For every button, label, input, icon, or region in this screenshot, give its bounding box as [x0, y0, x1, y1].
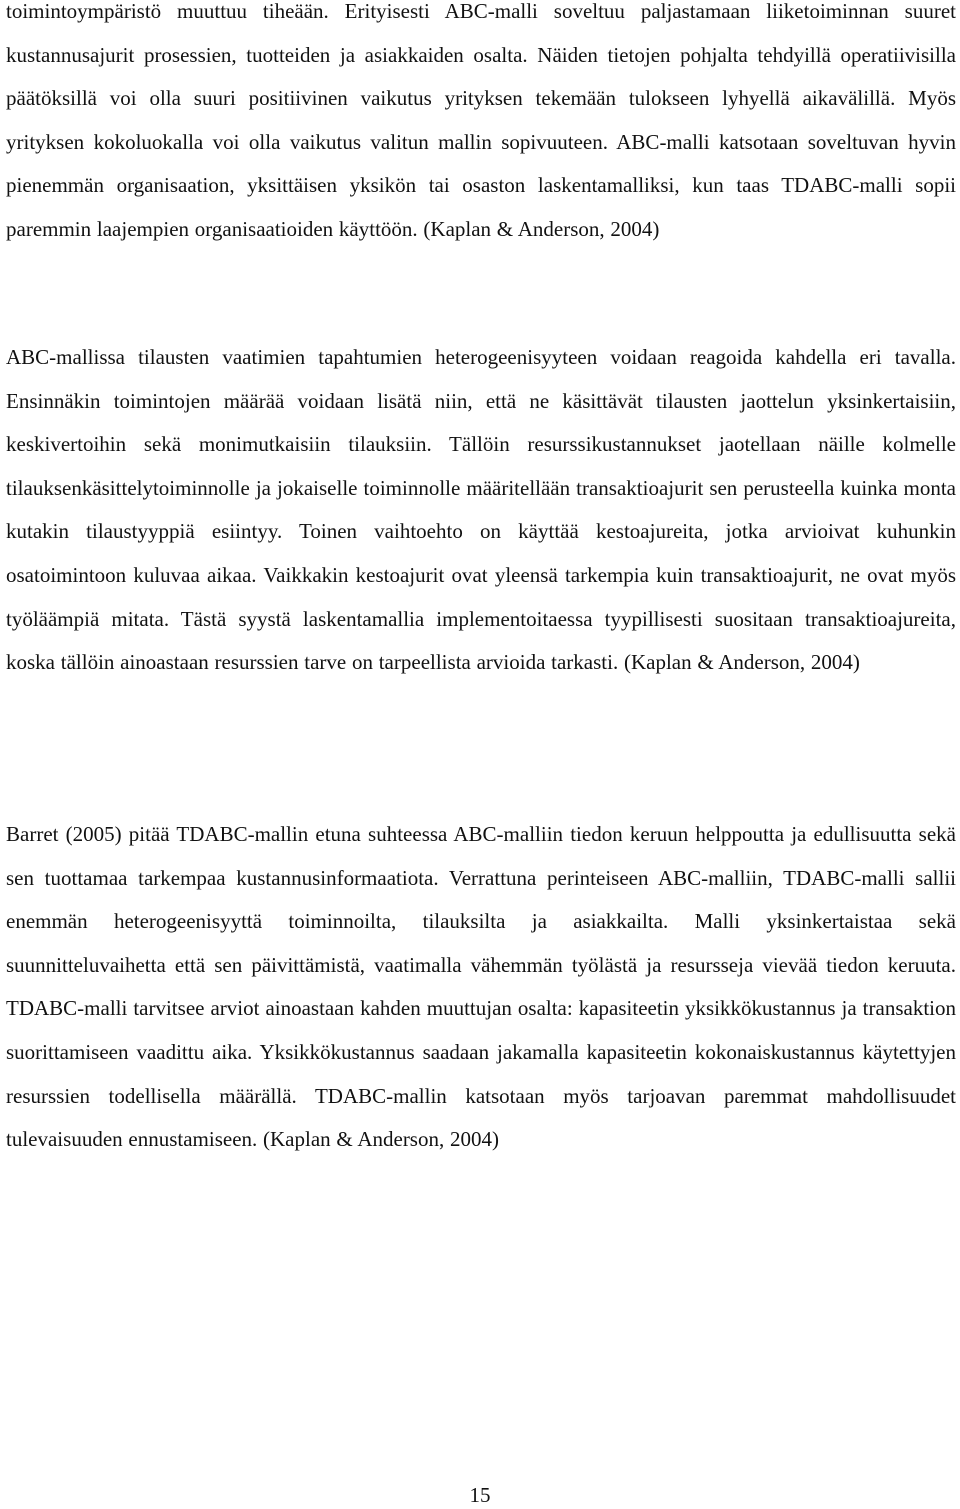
body-paragraph-2: ABC-mallissa tilausten vaatimien tapahtumien heterogeenisyyteen voidaan reagoida kahdella eri tavalla. Ensinnäkin toimintojen määrää voidaan lisätä niin, että ne käsittävät tilausten jaottelun yksinkertaisiin, keskivertoihin sekä monimutkaisiin tilauksiin. Tällöin resurssikustannukset jaotellaan näille kolmelle tilauksenkäsittelytoiminnolle ja jokaiselle toiminnolle määritellään transaktioajurit sen perusteella kuinka monta kutakin tilaustyyppiä esiintyy. Toinen vaihtoehto on käyttää kestoajureita, jotka arvioivat kuhunkin osatoimintoon kuluvaa aikaa. Vaikkakin kestoajurit ovat yleensä tarkempia kuin transaktioajurit, ne ovat myös työläämpiä mitata. Tästä syystä laskentamallia implementoitaessa tyypillisesti suositaan transaktioajureita, koska tällöin ainoastaan resurssien tarve on tarpeellista arvioida tarkasti. (Kaplan & Anderson, 2004) — [6, 345, 956, 675]
page-number: 15 — [469, 1483, 491, 1507]
body-paragraph-3: Barret (2005) pitää TDABC-mallin etuna suhteessa ABC-malliin tiedon keruun helppoutta ja edullisuutta sekä sen tuottamaa tarkempaa kustannusinformaatiota. Verrattuna perinteiseen ABC-malliin, TDABC-malli sallii enemmän heterogeenisyyttä toiminnoilta, tilauksilta ja asiakkailta. Malli yksinkertaistaa sekä suunnitteluvaihetta että sen päivittämistä, vaatimalla vähemmän työlästä ja resursseja vievää tiedon keruuta. TDABC-malli tarvitsee arviot ainoastaan kahden muuttujan osalta: kapasiteetin yksikkökustannus ja transaktion suorittamiseen vaadittu aika. Yksikkökustannus saadaan jakamalla kapasiteetin kokonaiskustannus käytettyjen resurssien todellisella määrällä. TDABC-mallin katsotaan myös tarjoavan paremmat mahdollisuudet tulevaisuuden ennustamiseen. (Kaplan & Anderson, 2004) — [6, 822, 956, 1152]
body-paragraph-1: toimintoympäristö muuttuu tiheään. Erityisesti ABC-malli soveltuu paljastamaan liiketoiminnan suuret kustannusajurit prosessien, tuotteiden ja asiakkaiden osalta. Näiden tietojen pohjalta tehdyillä operatiivisilla päätöksillä voi olla suuri positiivinen vaikutus yrityksen tekemään tulokseen lyhyellä aikavälillä. Myös yrityksen kokoluokalla voi olla vaikutus valitun mallin sopivuuteen. ABC-malli katsotaan soveltuvan hyvin pienemmän organisaation, yksittäisen yksikön tai osaston laskentamalliksi, kun taas TDABC-malli sopii paremmin laajempien organisaatioiden käyttöön. (Kaplan & Anderson, 2004) — [6, 0, 956, 241]
